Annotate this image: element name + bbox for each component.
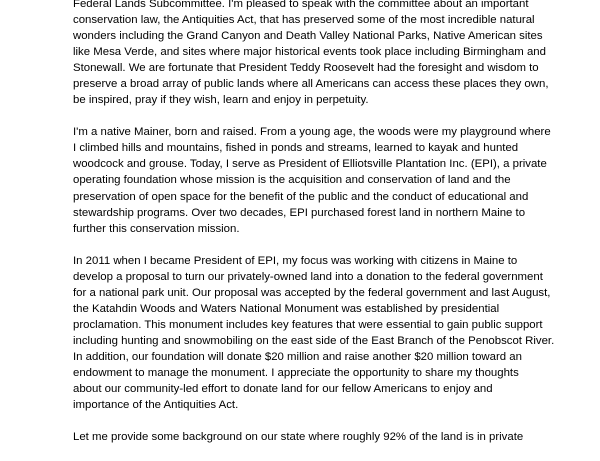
text-line: like Mesa Verde, and sites where major historical events took place including Birmingham and [73,46,546,59]
text-line: endowment to manage the monument. I appreciate the opportunity to share my thoughts [73,366,519,379]
text-line: In addition, our foundation will donate $20 million and raise another $20 million toward an [73,350,522,363]
text-line: I'm a native Mainer, born and raised. From a young age, the woods were my playground where [73,126,551,139]
text-line: proclamation. This monument includes key features that were essential to gain public support [73,318,543,331]
text-line: preserve a broad array of public lands where all Americans can access these places they own, [73,78,549,91]
text-line: the Katahdin Woods and Waters National Monument was established by presidential [73,302,500,315]
text-line: develop a proposal to turn our privately-owned land into a donation to the federal government [73,270,543,283]
text-line: woodcock and grouse. Today, I serve as President of Elliotsville Plantation Inc. (EPI), a private [73,158,547,171]
text-line: conservation law, the Antiquities Act, that has preserved some of the most incredible natural [73,14,535,27]
text-line: preservation of open space for the benefit of the public and the conduct of educational and [73,190,529,203]
text-line: In 2011 when I became President of EPI, my focus was working with citizens in Maine to [73,254,518,267]
text-line: operating foundation whose mission is the acquisition and conservation of land and the [73,174,511,187]
text-line: including hunting and snowmobiling on the east side of the East Branch of the Penobscot River. [73,334,555,347]
text-line: Let me provide some background on our state where roughly 92% of the land is in private [73,431,524,444]
text-line: stewardship programs. Over two decades, EPI purchased forest land in northern Maine to [73,206,526,219]
paragraph-1 [73,0,553,108]
paragraph-4 [73,429,553,445]
text-line: about our community-led effort to donate land for our fellow Americans to enjoy and [73,383,493,396]
text-line: be inspired, pray if they wish, learn and enjoy in perpetuity. [73,94,369,107]
text-line: for a national park unit. Our proposal was accepted by the federal government and last August, [73,286,551,299]
text-line: Stonewall. We are fortunate that President Teddy Roosevelt had the foresight and wisdom to [73,62,539,75]
text-line: further this conservation mission. [73,222,240,235]
text-line: wonders including the Grand Canyon and Death Valley National Parks, Native American sites [73,30,543,43]
paragraph-3 [73,253,553,413]
document-body [73,0,553,461]
text-line: I climbed hills and mountains, fished in ponds and streams, learned to kayak and hunted [73,142,519,155]
text-line: importance of the Antiquities Act. [73,399,239,412]
paragraph-2 [73,124,553,236]
text-line: Federal Lands Subcommittee. I'm pleased to speak with the committee about an important [73,0,529,10]
